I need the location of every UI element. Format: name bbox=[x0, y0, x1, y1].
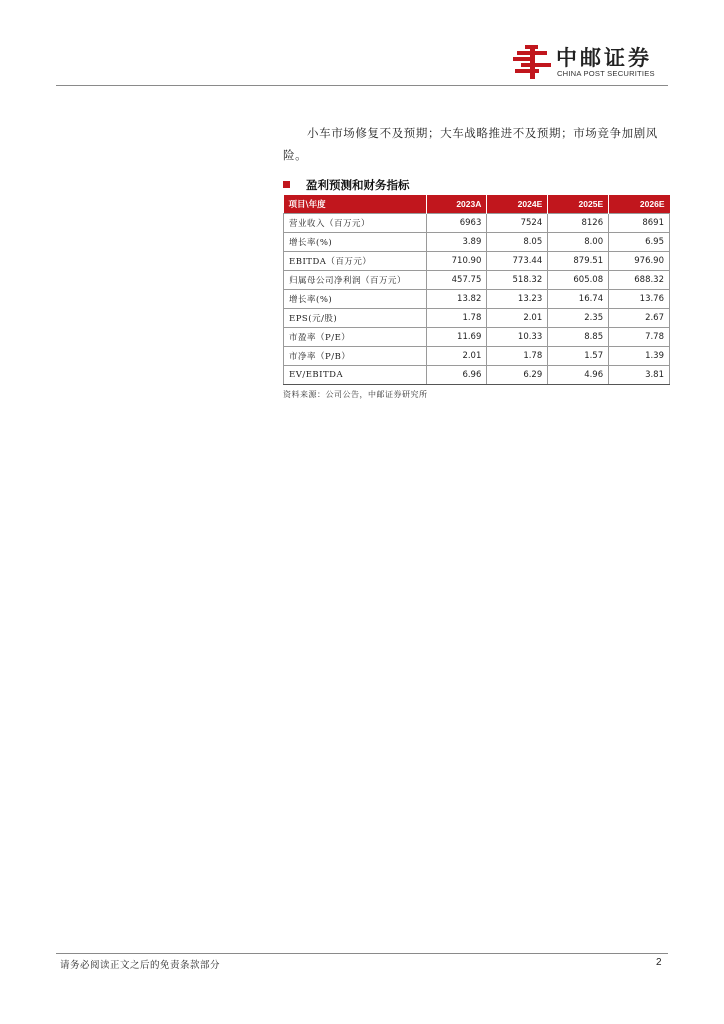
table-row bbox=[284, 271, 670, 290]
table-row bbox=[284, 366, 670, 385]
table-cell: 2.35 bbox=[548, 309, 609, 328]
row-label: 市净率（P/B） bbox=[284, 347, 427, 366]
table-cell: 13.23 bbox=[487, 290, 548, 309]
table-row bbox=[284, 347, 670, 366]
row-label: EV/EBITDA bbox=[284, 366, 427, 385]
data-source-note: 资料来源：公司公告，中邮证券研究所 bbox=[283, 390, 428, 399]
table-row bbox=[284, 214, 670, 233]
row-label: EBITDA（百万元） bbox=[284, 252, 427, 271]
table-cell: 605.08 bbox=[548, 271, 609, 290]
table-cell: 7524 bbox=[487, 214, 548, 233]
table-cell: 2.67 bbox=[609, 309, 670, 328]
footer-divider bbox=[56, 953, 668, 954]
table-cell: 3.89 bbox=[426, 233, 487, 252]
table-header-cell: 2025E bbox=[548, 195, 609, 214]
header-divider bbox=[56, 85, 668, 86]
risk-warning-paragraph: 小车市场修复不及预期；大车战略推进不及预期；市场竞争加剧风险。 bbox=[283, 126, 658, 162]
table-cell: 4.96 bbox=[548, 366, 609, 385]
table-cell: 8126 bbox=[548, 214, 609, 233]
row-label: 归属母公司净利润（百万元） bbox=[284, 271, 427, 290]
table-cell: 13.76 bbox=[609, 290, 670, 309]
table-cell: 773.44 bbox=[487, 252, 548, 271]
table-header-cell: 项目\年度 bbox=[284, 195, 427, 214]
company-logo bbox=[513, 42, 673, 82]
table-cell: 8.05 bbox=[487, 233, 548, 252]
logo-chinese-name: 中邮证券 bbox=[556, 46, 652, 70]
table-cell: 3.81 bbox=[609, 366, 670, 385]
table-header-cell: 2026E bbox=[609, 195, 670, 214]
red-square-bullet-icon bbox=[283, 181, 290, 188]
table-cell: 8691 bbox=[609, 214, 670, 233]
financial-forecast-table bbox=[283, 195, 670, 385]
page-number: 2 bbox=[656, 957, 662, 968]
table-row bbox=[284, 252, 670, 271]
table-row bbox=[284, 328, 670, 347]
table-cell: 13.82 bbox=[426, 290, 487, 309]
china-post-logo-icon bbox=[513, 45, 551, 79]
table-cell: 16.74 bbox=[548, 290, 609, 309]
table-cell: 6.95 bbox=[609, 233, 670, 252]
table-header-cell: 2023A bbox=[426, 195, 487, 214]
table-row bbox=[284, 290, 670, 309]
table-cell: 6963 bbox=[426, 214, 487, 233]
table-header-cell: 2024E bbox=[487, 195, 548, 214]
table-cell: 879.51 bbox=[548, 252, 609, 271]
table-cell: 1.78 bbox=[487, 347, 548, 366]
table-cell: 1.57 bbox=[548, 347, 609, 366]
table-cell: 6.96 bbox=[426, 366, 487, 385]
table-row bbox=[284, 309, 670, 328]
table-row bbox=[284, 233, 670, 252]
table-cell: 7.78 bbox=[609, 328, 670, 347]
row-label: 市盈率（P/E） bbox=[284, 328, 427, 347]
table-header-row bbox=[284, 195, 670, 214]
logo-english-name: CHINA POST SECURITIES bbox=[557, 69, 655, 78]
table-cell: 6.29 bbox=[487, 366, 548, 385]
section-title-text: 盈利预测和财务指标 bbox=[306, 178, 410, 192]
row-label: 营业收入（百万元） bbox=[284, 214, 427, 233]
section-title bbox=[283, 177, 410, 193]
table-cell: 457.75 bbox=[426, 271, 487, 290]
table-cell: 710.90 bbox=[426, 252, 487, 271]
table-cell: 8.85 bbox=[548, 328, 609, 347]
table-cell: 10.33 bbox=[487, 328, 548, 347]
table-cell: 11.69 bbox=[426, 328, 487, 347]
row-label: 增长率(%) bbox=[284, 233, 427, 252]
table-cell: 1.39 bbox=[609, 347, 670, 366]
table-cell: 688.32 bbox=[609, 271, 670, 290]
row-label: 增长率(%) bbox=[284, 290, 427, 309]
table-cell: 976.90 bbox=[609, 252, 670, 271]
table-cell: 1.78 bbox=[426, 309, 487, 328]
table-cell: 2.01 bbox=[487, 309, 548, 328]
table-cell: 518.32 bbox=[487, 271, 548, 290]
row-label: EPS(元/股) bbox=[284, 309, 427, 328]
footer-disclaimer: 请务必阅读正文之后的免责条款部分 bbox=[60, 960, 221, 971]
table-cell: 8.00 bbox=[548, 233, 609, 252]
table-cell: 2.01 bbox=[426, 347, 487, 366]
